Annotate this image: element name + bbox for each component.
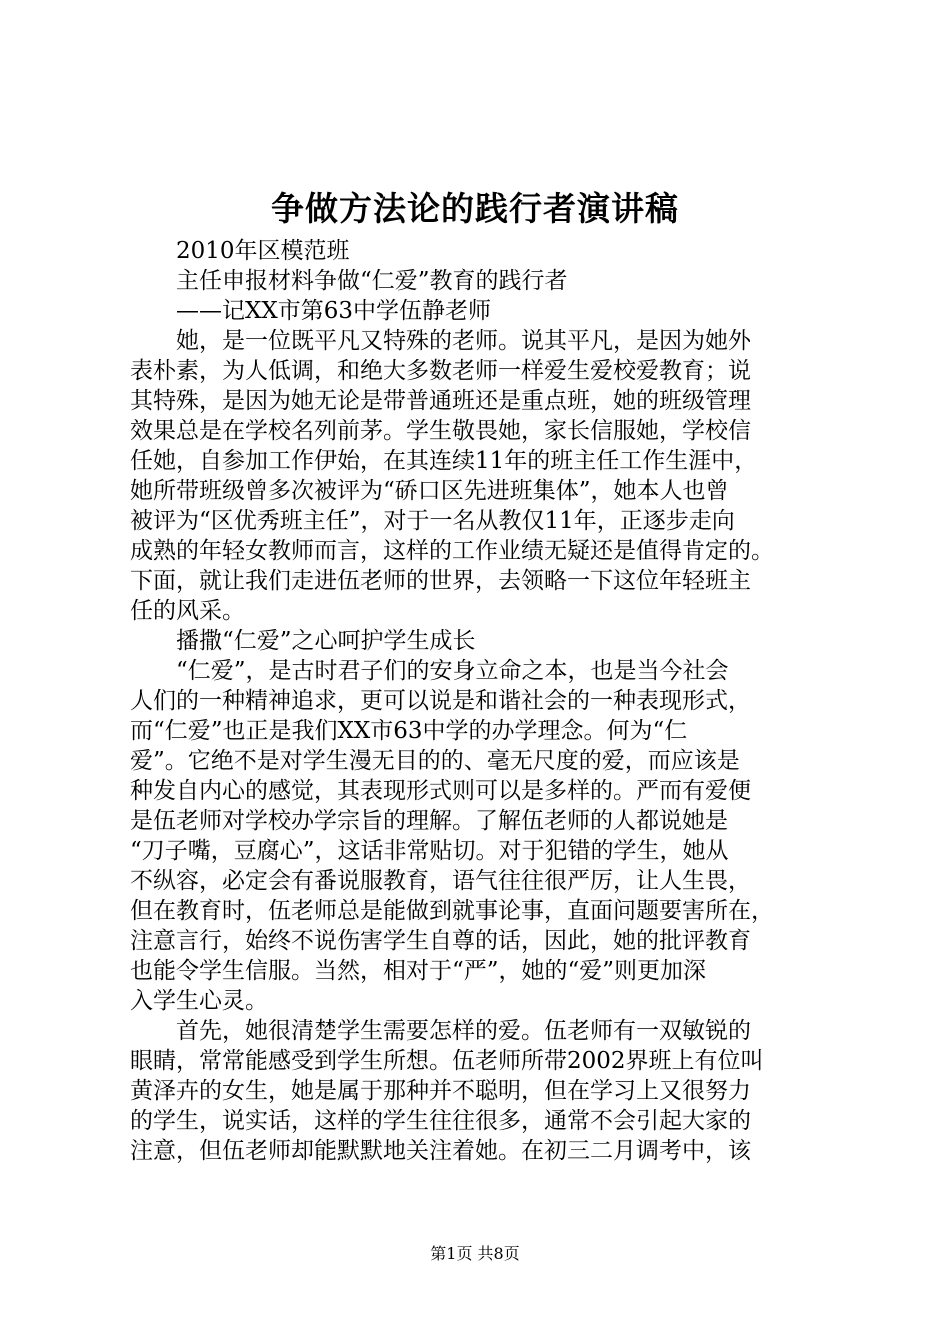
body-line: 入学生心灵。 <box>130 988 268 1014</box>
body-line: 播撒“仁爱”之心呵护学生成长 <box>176 628 476 654</box>
body-line: 种发自内心的感觉，其表现形式则可以是多样的。严而有爱便 <box>130 778 751 804</box>
body-line: 注意言行，始终不说伤害学生自尊的话，因此，她的批评教育 <box>130 928 751 954</box>
body-line: 而“仁爱”也正是我们XX市63中学的办学理念。何为“仁 <box>130 718 688 744</box>
document-title: 争做方法论的践行者演讲稿 <box>271 189 679 228</box>
body-line: 首先，她很清楚学生需要怎样的爱。伍老师有一双敏锐的 <box>176 1018 751 1044</box>
body-line: 成熟的年轻女教师而言，这样的工作业绩无疑还是值得肯定的。 <box>130 538 774 564</box>
body-line: 的学生，说实话，这样的学生往往很多，通常不会引起大家的 <box>130 1108 751 1134</box>
body-line: 眼睛，常常能感受到学生所想。伍老师所带2002界班上有位叫 <box>130 1048 764 1074</box>
body-line: 主任申报材料争做“仁爱”教育的践行者 <box>176 268 568 294</box>
body-line: “仁爱”，是古时君子们的安身立命之本，也是当今社会 <box>176 658 729 684</box>
body-line: ——记XX市第63中学伍静老师 <box>176 298 492 324</box>
body-line: 表朴素，为人低调，和绝大多数老师一样爱生爱校爱教育；说 <box>130 358 751 384</box>
body-line: 也能令学生信服。当然，相对于“严”，她的“爱”则更加深 <box>130 958 707 984</box>
page-number-footer: 第1页 共8页 <box>430 1244 520 1263</box>
body-line: 效果总是在学校名列前茅。学生敬畏她，家长信服她，学校信 <box>130 418 751 444</box>
body-line: 任的风采。 <box>130 598 245 624</box>
document-body <box>130 236 830 1166</box>
body-line: 她所带班级曾多次被评为“硚口区先进班集体”，她本人也曾 <box>130 478 729 504</box>
body-line: 爱”。它绝不是对学生漫无目的的、毫无尺度的爱，而应该是 <box>130 748 740 774</box>
body-line: 注意，但伍老师却能默默地关注着她。在初三二月调考中，该 <box>130 1138 751 1164</box>
body-line: 下面，就让我们走进伍老师的世界，去领略一下这位年轻班主 <box>130 568 751 594</box>
body-line: 她，是一位既平凡又特殊的老师。说其平凡，是因为她外 <box>176 328 751 354</box>
body-line: 人们的一种精神追求，更可以说是和谐社会的一种表现形式， <box>130 688 751 714</box>
body-line: 任她，自参加工作伊始，在其连续11年的班主任工作生涯中， <box>130 448 758 474</box>
body-line: 2010年区模范班 <box>176 238 350 264</box>
body-line: 不纵容，必定会有番说服教育，语气往往很严厉，让人生畏， <box>130 868 751 894</box>
body-line: 但在教育时，伍老师总是能做到就事论事，直面问题要害所在， <box>130 898 774 924</box>
body-line: 被评为“区优秀班主任”，对于一名从教仅11年，正逐步走向 <box>130 508 735 534</box>
body-line: “刀子嘴，豆腐心”，这话非常贴切。对于犯错的学生，她从 <box>130 838 729 864</box>
body-line: 是伍老师对学校办学宗旨的理解。了解伍老师的人都说她是 <box>130 808 728 834</box>
body-line: 黄泽卉的女生，她是属于那种并不聪明，但在学习上又很努力 <box>130 1078 751 1104</box>
body-line: 其特殊，是因为她无论是带普通班还是重点班，她的班级管理 <box>130 388 751 414</box>
